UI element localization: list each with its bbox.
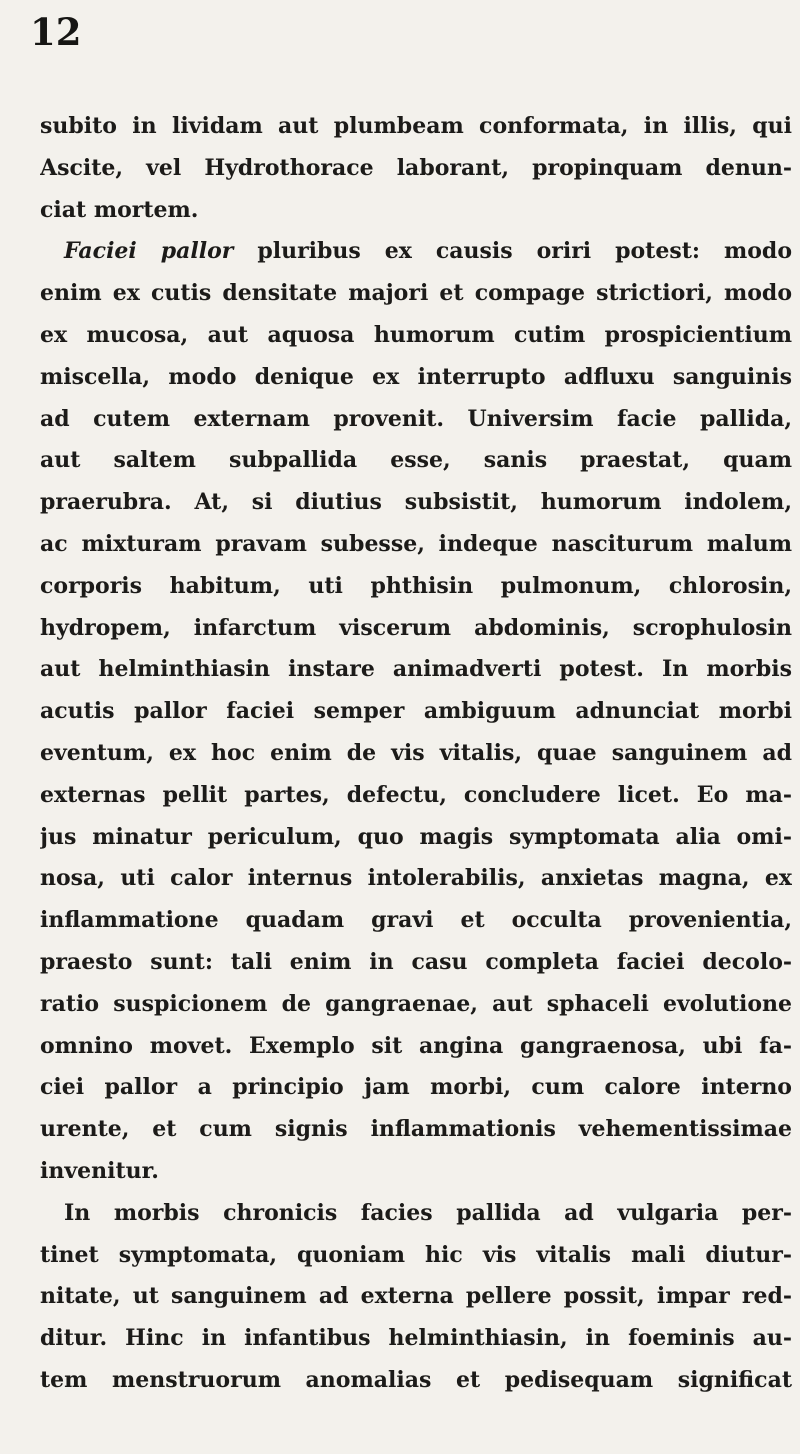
text-line: ciei pallor a principio jam morbi, cum calore interno [40,1074,792,1101]
text-line: enim ex cutis densitate majori et compage strictiori, modo [40,280,792,307]
text-line: ex mucosa, aut aquosa humorum cutim prospicientium [40,321,792,348]
text-line: Ascite, vel Hydrothorace laborant, propinquam denun- [40,154,792,181]
text-line: ac mixturam pravam subesse, indeque nasciturum malum [40,530,792,557]
text-line [40,231,792,273]
text-line: inflammatione quadam gravi et occulta provenientia, [40,907,792,934]
text-line: aut helminthiasin instare animadverti potest. In morbis [40,656,792,683]
text-line: omnino movet. Exemplo sit angina gangraenosa, ubi fa- [40,1032,792,1059]
text-line: subito in lividam aut plumbeam conformata, in illis, qui [40,113,792,139]
text-line: externas pellit partes, defectu, concludere licet. Eo ma- [40,781,792,808]
text-line: urente, et cum signis inflammationis vehementissimae [40,1116,792,1143]
text-line: hydropem, infarctum viscerum abdominis, scrophulosin [40,614,792,641]
text-line: invenitur. [40,1157,159,1184]
text-line: jus minatur periculum, quo magis symptomata alia omi- [40,823,792,850]
italic-term: Faciei pallor [64,238,234,265]
text-line: tem menstruorum anomalias et pedisequam significat [40,1366,792,1393]
text-line: eventum, ex hoc enim de vis vitalis, quae sanguinem ad [40,739,792,766]
text-line: praesto sunt: tali enim in casu completa faciei decolo- [40,948,792,975]
text-line: In morbis chronicis facies pallida ad vulgaria per- [64,1199,792,1226]
page-number: 12 [30,10,82,54]
text-line: aut saltem subpallida esse, sanis praestat, quam [40,447,792,474]
body-text [40,106,792,1402]
text-run: pluribus ex causis oriri potest: modo [233,238,792,265]
text-line: ditur. Hinc in infantibus helminthiasin, in foeminis au- [40,1325,792,1352]
text-line: ciat mortem. [40,196,199,223]
text-line: corporis habitum, uti phthisin pulmonum, chlorosin, [40,572,792,599]
text-line: tinet symptomata, quoniam hic vis vitalis mali diutur- [40,1241,792,1268]
text-line: ratio suspicionem de gangraenae, aut sphaceli evolutione [40,990,792,1017]
text-line: acutis pallor faciei semper ambiguum adnunciat morbi [40,698,792,725]
text-line: ad cutem externam provenit. Universim facie pallida, [40,405,792,432]
text-line: nitate, ut sanguinem ad externa pellere possit, impar red- [40,1283,792,1310]
text-line: miscella, modo denique ex interrupto adfluxu sanguinis [40,363,792,390]
text-line: nosa, uti calor internus intolerabilis, anxietas magna, ex [40,865,792,892]
text-line: praerubra. At, si diutius subsistit, humorum indolem, [40,489,792,516]
